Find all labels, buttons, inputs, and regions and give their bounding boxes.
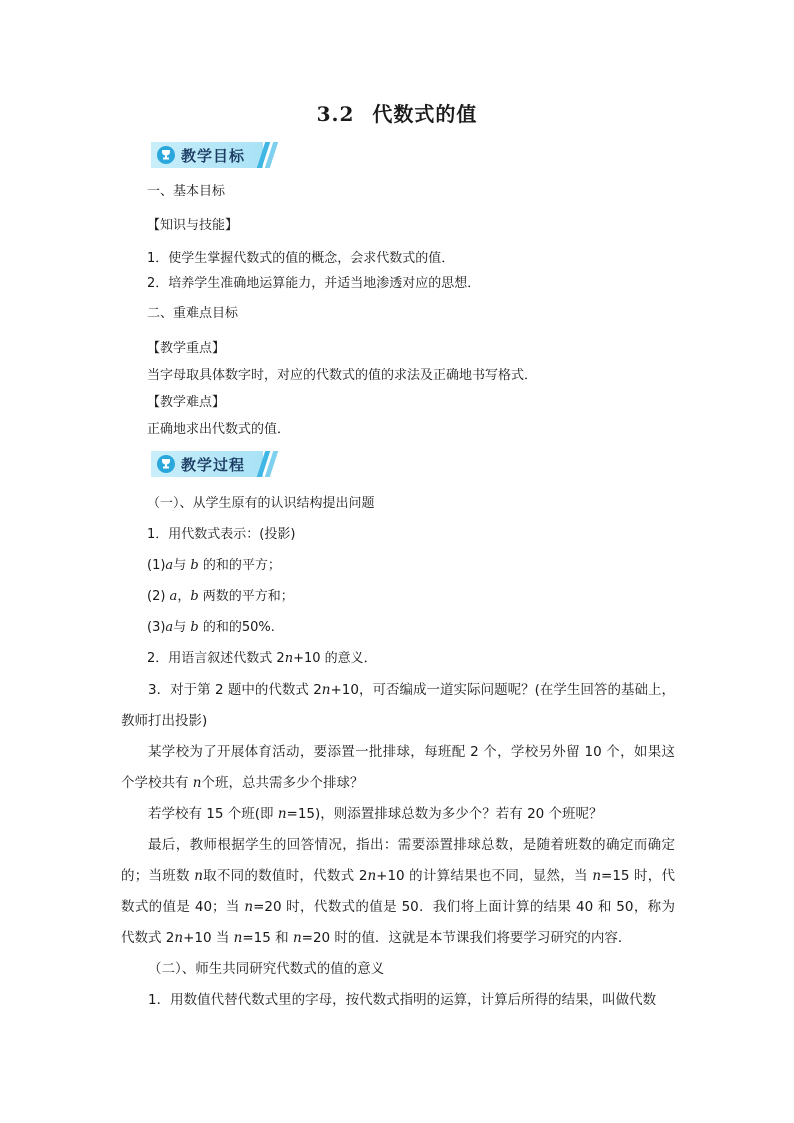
goal-item-1: 1．使学生掌握代数式的值的概念，会求代数式的值． [147,251,455,266]
question-1: 1．用代数式表示：(投影) [147,527,296,542]
key-point-text: 当字母取具体数字时，对应的代数式的值的求法及正确地书写格式． [147,368,538,383]
question-1b: (2) a，b 两数的平方和； [147,589,294,604]
scenario-question: 若学校有 15 个班(即 n=15)，则添置排球总数为多少个？若有 20 个班呢？ [148,806,603,822]
key-point-heading: 【教学重点】 [147,341,226,356]
part-2-heading: （二）、师生共同研究代数式的值的意义 [148,961,385,977]
question-2: 2．用语言叙述代数式 2n+10 的意义． [147,651,377,666]
difficult-point-text: 正确地求出代数式的值． [147,422,291,437]
banner-label: 教学目标 [181,147,246,165]
banner-label: 教学过程 [181,456,246,474]
conclusion-paragraph: 最后，教师根据学生的回答情况，指出：需要添置排球总数，是随着班数的确定而确定的；当班数 n取不同的数值时，代数式 2n+10 的计算结果也不同，显然，当 n=15 时，代数式的值是 40；当 n=20 时，代数式的值是 50．我们将上面计算的结果 40 和 50，称为代数式 2n+10 当 n=15 和 n=20 时的值．这就是本节课我们将要学习研究的内容． [121,837,676,946]
difficult-point-heading: 【教学难点】 [147,395,226,410]
question-1c: (3)a与 b 的和的50%. [147,620,275,635]
section-title: 代数式的值 [372,102,478,126]
page-title [0,98,794,127]
trophy-icon [157,455,175,473]
key-difficult-heading: 二、重难点目标 [147,306,239,321]
scenario-text: 某学校为了开展体育活动，要添置一批排球，每班配 2 个，学校另外留 10 个，如果这个学校共有 n个班，总共需多少个排球？ [121,744,675,791]
teaching-process-banner [151,451,275,477]
trophy-icon [157,146,175,164]
part-1-heading: （一）、从学生原有的认识结构提出问题 [147,496,375,511]
goal-item-2: 2．培养学生准确地运算能力，并适当地渗透对应的思想． [147,276,481,291]
teaching-goals-banner [151,142,275,168]
section-number: 3.2 [316,102,355,126]
question-3: 3．对于第 2 题中的代数式 2n+10，可否编成一道实际问题呢？(在学生回答的基础上，教师打出投影) [121,682,675,729]
knowledge-skills-heading: 【知识与技能】 [147,218,239,233]
definition-text: 1．用数值代替代数式里的字母，按代数式指明的运算，计算后所得的结果，叫做代数 [148,992,657,1008]
question-1a: (1)a与 b 的和的平方； [147,558,281,573]
basic-goals-heading: 一、基本目标 [147,184,226,199]
